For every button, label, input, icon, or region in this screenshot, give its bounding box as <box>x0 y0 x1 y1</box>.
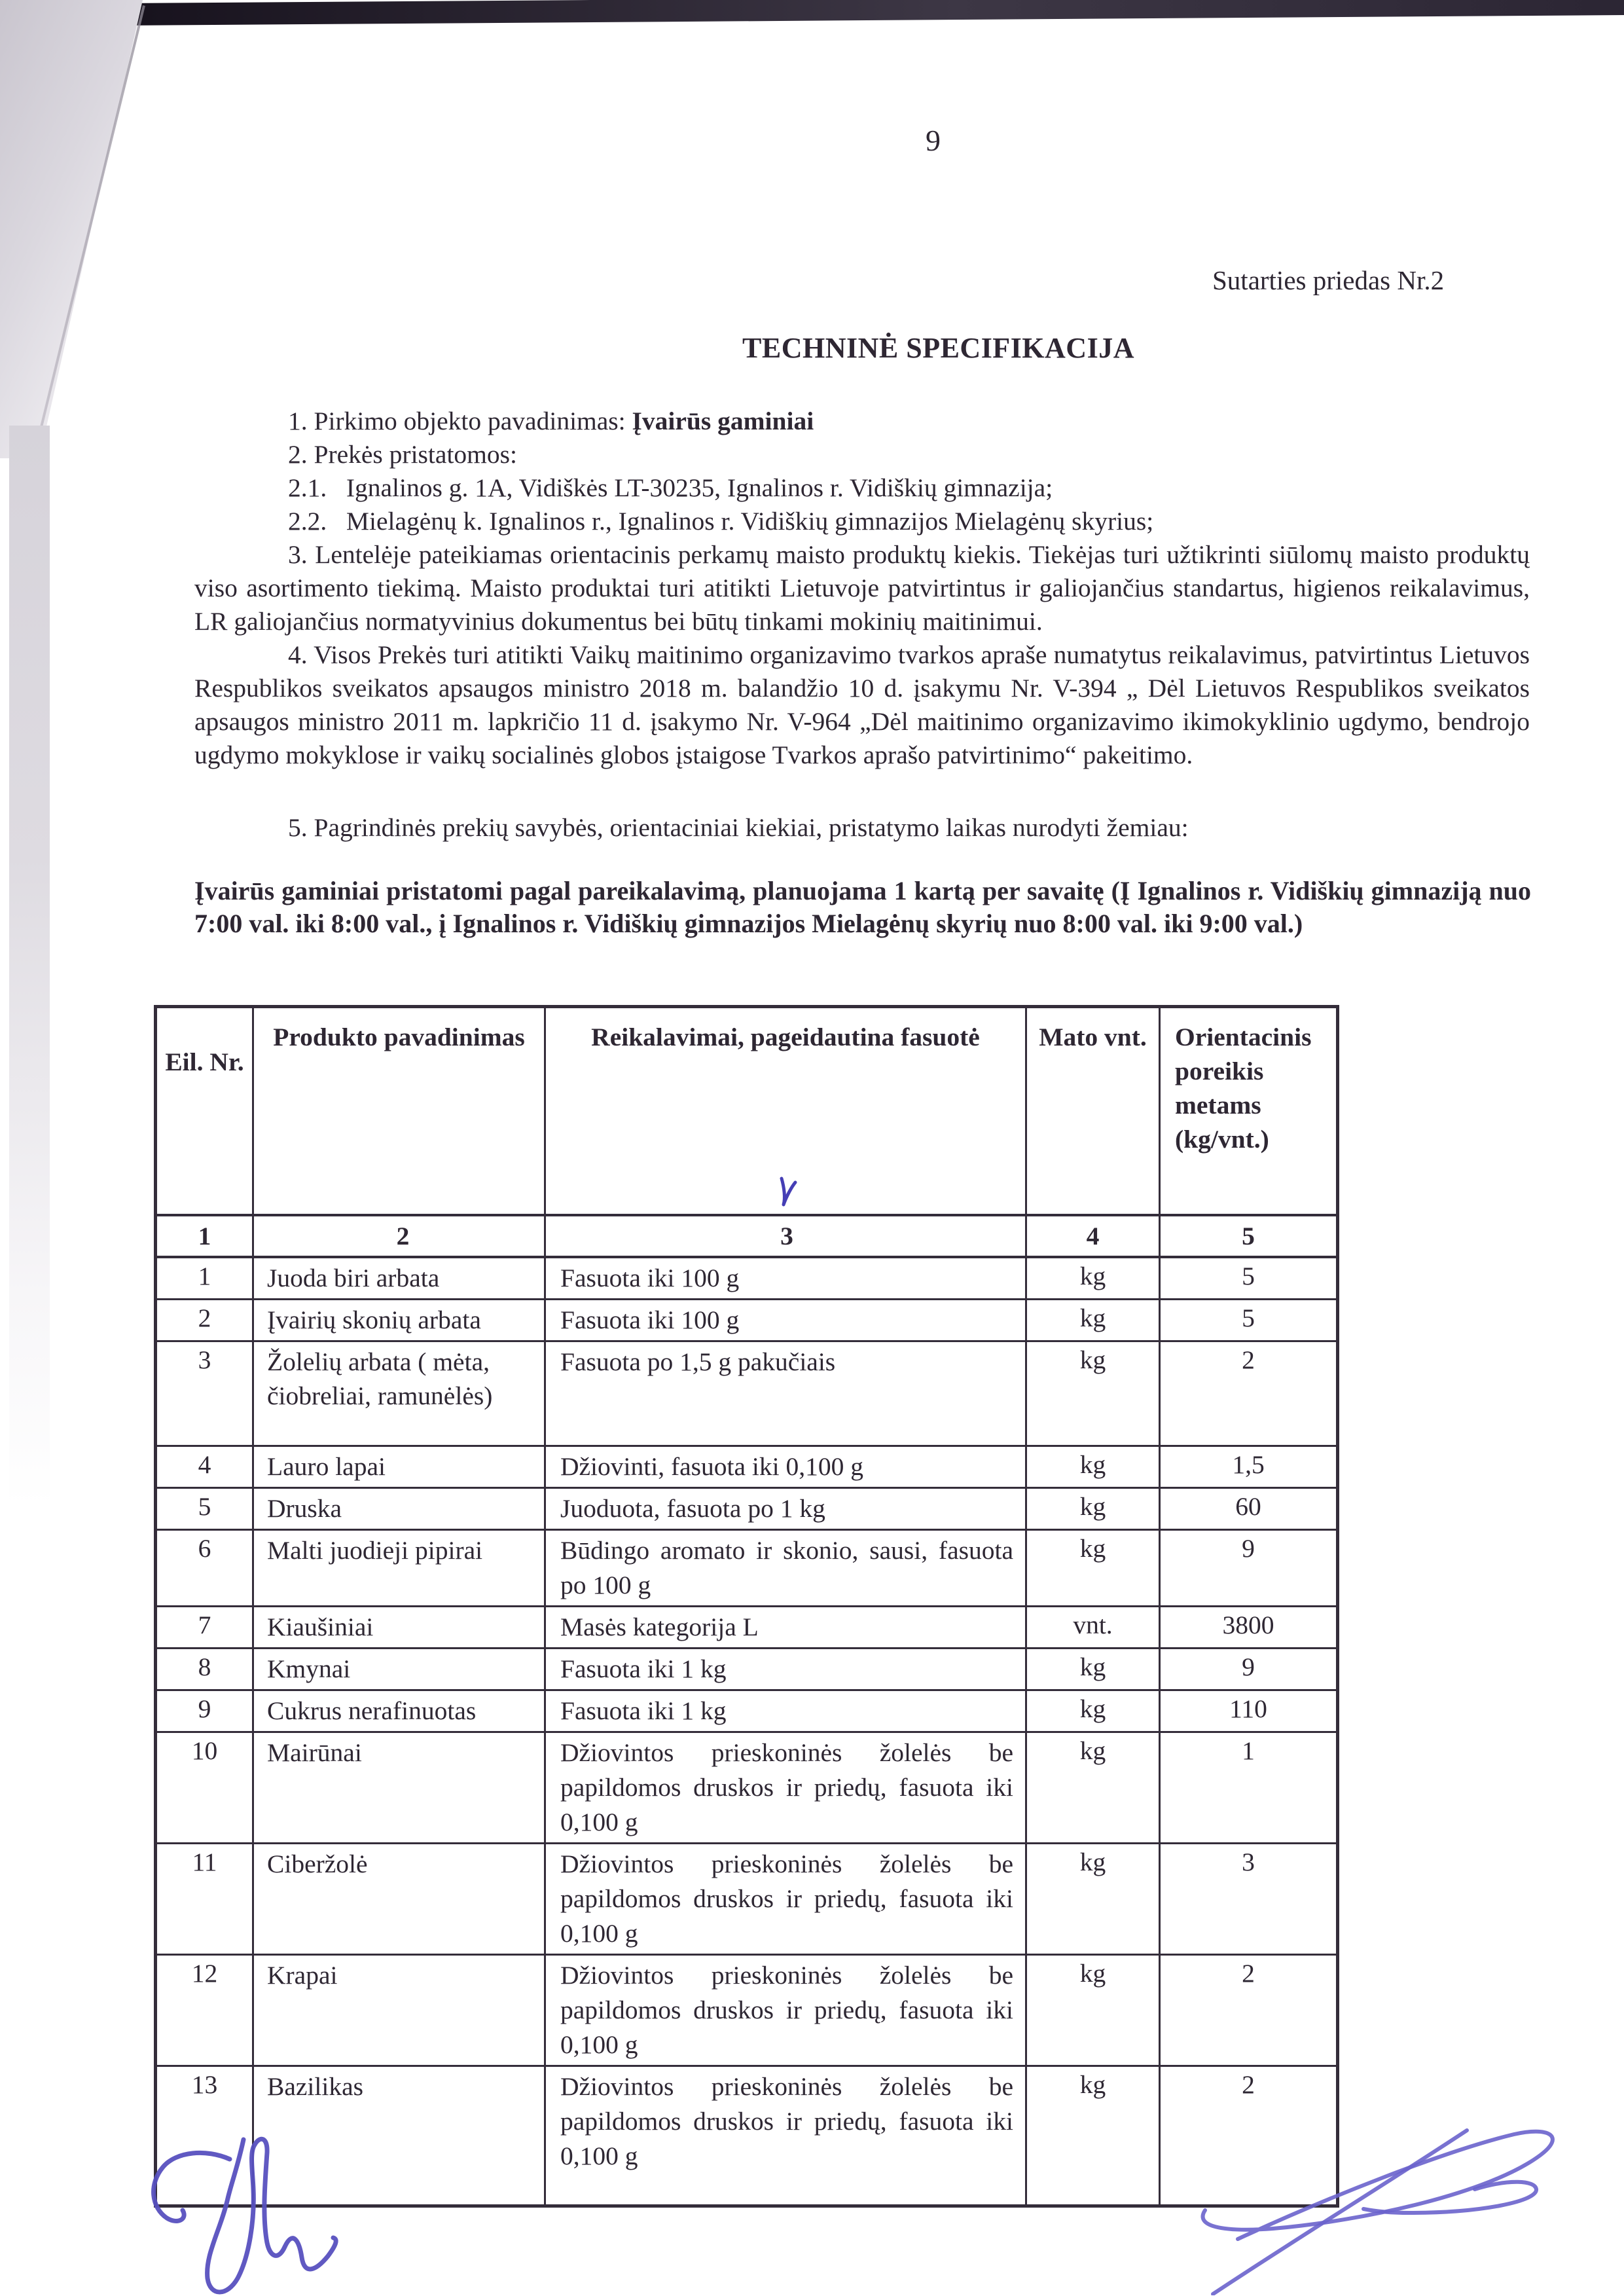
cell-requirements: Džiovintos prieskoninės žolelės be papildomos druskos ir priedų, fasuota iki 0,100 g <box>545 1954 1026 2066</box>
scanner-page-corner-shadow <box>0 0 157 458</box>
cell-nr: 5 <box>156 1487 253 1529</box>
cell-unit: kg <box>1026 1690 1160 1732</box>
cell-product: Kmynai <box>253 1648 545 1690</box>
cell-nr: 9 <box>156 1690 253 1732</box>
table-header-row <box>156 1007 1338 1215</box>
cell-unit: kg <box>1026 1257 1160 1300</box>
header-nr: Eil. Nr. <box>156 1007 253 1215</box>
cell-nr: 10 <box>156 1732 253 1843</box>
cell-qty: 2 <box>1160 1341 1338 1446</box>
cell-unit: kg <box>1026 1648 1160 1690</box>
cell-qty: 5 <box>1160 1299 1338 1341</box>
header-requirements: Reikalavimai, pageidautina fasuotė <box>545 1007 1026 1215</box>
cell-requirements: Juoduota, fasuota po 1 kg <box>545 1487 1026 1529</box>
table-row <box>156 1487 1338 1529</box>
cell-qty: 60 <box>1160 1487 1338 1529</box>
cell-product: Malti juodieji pipirai <box>253 1529 545 1606</box>
item-2-2: 2.2. Mielagėnų k. Ignalinos r., Ignalinos r. Vidiškių gimnazijos Mielagėnų skyrius; <box>288 507 1154 536</box>
cell-requirements: Džiovintos prieskoninės žolelės be papildomos druskos ir priedų, fasuota iki 0,100 g <box>545 2066 1026 2206</box>
cell-nr: 11 <box>156 1843 253 1954</box>
cell-requirements: Fasuota iki 1 kg <box>545 1690 1026 1732</box>
cell-qty: 1,5 <box>1160 1446 1338 1487</box>
table-row <box>156 1843 1338 1954</box>
page-number: 9 <box>926 124 941 157</box>
cell-qty: 1 <box>1160 1732 1338 1843</box>
cell-unit: kg <box>1026 1954 1160 2066</box>
header-qty: Orientacinis poreikis metams (kg/vnt.) <box>1160 1007 1338 1215</box>
cell-requirements: Džiovintos prieskoninės žolelės be papildomos druskos ir priedų, fasuota iki 0,100 g <box>545 1843 1026 1954</box>
item-4: 4. Visos Prekės turi atitikti Vaikų maitinimo organizavimo tvarkos apraše numatytus reikalavimus, patvirtintus Lietuvos Respublikos sveikatos apsaugos ministro 2018 m. balandžio 10 d. įsakymu Nr. V-394 „ Dėl Lietuvos Respublikos sveikatos apsaugos ministro 2011 m. lapkričio 11 d. įsakymo Nr. V-964 „Dėl maitinimo organizavimo ikimokyklinio ugdymo, bendrojo ugdymo mokyklose ir vaikų socialinės globos įstaigose Tvarkos aprašo patvirtinimo“ pakeitimo. <box>194 640 1530 769</box>
column-number: 4 <box>1026 1215 1160 1257</box>
table-row <box>156 1257 1338 1300</box>
cell-requirements: Būdingo aromato ir skonio, sausi, fasuota po 100 g <box>545 1529 1026 1606</box>
cell-requirements: Fasuota iki 100 g <box>545 1299 1026 1341</box>
cell-nr: 8 <box>156 1648 253 1690</box>
cell-unit: kg <box>1026 1446 1160 1487</box>
cell-requirements: Fasuota po 1,5 g pakučiais <box>545 1341 1026 1446</box>
table-row <box>156 1732 1338 1843</box>
cell-qty: 9 <box>1160 1648 1338 1690</box>
cell-product: Bazilikas <box>253 2066 545 2206</box>
cell-nr: 12 <box>156 1954 253 2066</box>
cell-nr: 1 <box>156 1257 253 1300</box>
annex-label: Sutarties priedas Nr.2 <box>1212 265 1445 295</box>
cell-product: Žolelių arbata ( mėta, čiobreliai, ramunėlės) <box>253 1341 545 1446</box>
cell-unit: kg <box>1026 1341 1160 1446</box>
cell-nr: 7 <box>156 1606 253 1648</box>
cell-product: Įvairių skonių arbata <box>253 1299 545 1341</box>
cell-requirements: Fasuota iki 1 kg <box>545 1648 1026 1690</box>
table-row <box>156 1690 1338 1732</box>
item-2-1: 2.1. Ignalinos g. 1A, Vidiškės LT-30235, Ignalinos r. Vidiškių gimnazija; <box>288 473 1053 502</box>
table-row <box>156 1299 1338 1341</box>
cell-product: Cukrus nerafinuotas <box>253 1690 545 1732</box>
cell-qty: 3 <box>1160 1843 1338 1954</box>
item-1-text: 1. Pirkimo objekto pavadinimas: <box>288 407 632 435</box>
cell-product: Druska <box>253 1487 545 1529</box>
cell-qty: 110 <box>1160 1690 1338 1732</box>
column-number: 2 <box>253 1215 545 1257</box>
scanner-left-shadow <box>9 426 50 1506</box>
table-row <box>156 1648 1338 1690</box>
cell-qty: 3800 <box>1160 1606 1338 1648</box>
cell-unit: kg <box>1026 2066 1160 2206</box>
column-number: 3 <box>545 1215 1026 1257</box>
cell-product: Kiaušiniai <box>253 1606 545 1648</box>
delivery-note: Įvairūs gaminiai pristatomi pagal pareikalavimą, planuojama 1 kartą per savaitę (Į Ignalinos r. Vidiškių gimnaziją nuo 7:00 val. iki 8:00 val., į Ignalinos r. Vidiškių gimnazijos Mielagėnų skyrių nuo 8:00 val. iki 9:00 val.) <box>194 876 1531 938</box>
document-title: TECHNINĖ SPECIFIKACIJA <box>742 332 1134 364</box>
cell-nr: 4 <box>156 1446 253 1487</box>
cell-qty: 5 <box>1160 1257 1338 1300</box>
column-number-row <box>156 1215 1338 1257</box>
cell-unit: kg <box>1026 1529 1160 1606</box>
table-row <box>156 1341 1338 1446</box>
cell-product: Mairūnai <box>253 1732 545 1843</box>
column-number: 5 <box>1160 1215 1338 1257</box>
item-1-object-name: Įvairūs gaminiai <box>632 407 814 435</box>
cell-product: Juoda biri arbata <box>253 1257 545 1300</box>
cell-qty: 9 <box>1160 1529 1338 1606</box>
cell-requirements: Džiovintos prieskoninės žolelės be papildomos druskos ir priedų, fasuota iki 0,100 g <box>545 1732 1026 1843</box>
paragraph-block <box>194 405 1530 845</box>
cell-nr: 3 <box>156 1341 253 1446</box>
scanner-dark-edge-band <box>122 0 1624 26</box>
table-row <box>156 1606 1338 1648</box>
header-unit: Mato vnt. <box>1026 1007 1160 1215</box>
item-3: 3. Lentelėje pateikiamas orientacinis perkamų maisto produktų kiekis. Tiekėjas turi užtikrinti siūlomų maisto produktų viso asortimento tiekimą. Maisto produktai turi atitikti Lietuvoje patvirtintus ir galiojančius standartus, higienos reikalavimus, LR galiojančius normatyvinius dokumentus bei būtų tinkami mokinių maitinimui. <box>194 540 1530 636</box>
cell-nr: 2 <box>156 1299 253 1341</box>
cell-unit: vnt. <box>1026 1606 1160 1648</box>
cell-product: Ciberžolė <box>253 1843 545 1954</box>
item-2: 2. Prekės pristatomos: <box>288 440 517 469</box>
cell-requirements: Džiovinti, fasuota iki 0,100 g <box>545 1446 1026 1487</box>
small-ink-squiggle <box>776 1176 799 1209</box>
cell-nr: 6 <box>156 1529 253 1606</box>
table-row <box>156 1446 1338 1487</box>
cell-requirements: Masės kategorija L <box>545 1606 1026 1648</box>
cell-qty: 2 <box>1160 2066 1338 2206</box>
item-5: 5. Pagrindinės prekių savybės, orientaciniai kiekiai, pristatymo laikas nurodyti žemiau: <box>288 813 1189 842</box>
handwritten-signature-right <box>1182 2121 1600 2295</box>
specification-table <box>154 1005 1339 2208</box>
cell-unit: kg <box>1026 1843 1160 1954</box>
cell-product: Krapai <box>253 1954 545 2066</box>
header-product: Produkto pavadinimas <box>253 1007 545 1215</box>
handwritten-signature-left <box>108 2121 389 2296</box>
cell-product: Lauro lapai <box>253 1446 545 1487</box>
cell-requirements: Fasuota iki 100 g <box>545 1257 1026 1300</box>
cell-nr: 13 <box>156 2066 253 2206</box>
table-row <box>156 1529 1338 1606</box>
item-1 <box>194 405 1530 438</box>
cell-qty: 2 <box>1160 1954 1338 2066</box>
cell-unit: kg <box>1026 1732 1160 1843</box>
table-row <box>156 1954 1338 2066</box>
cell-unit: kg <box>1026 1299 1160 1341</box>
cell-unit: kg <box>1026 1487 1160 1529</box>
column-number: 1 <box>156 1215 253 1257</box>
